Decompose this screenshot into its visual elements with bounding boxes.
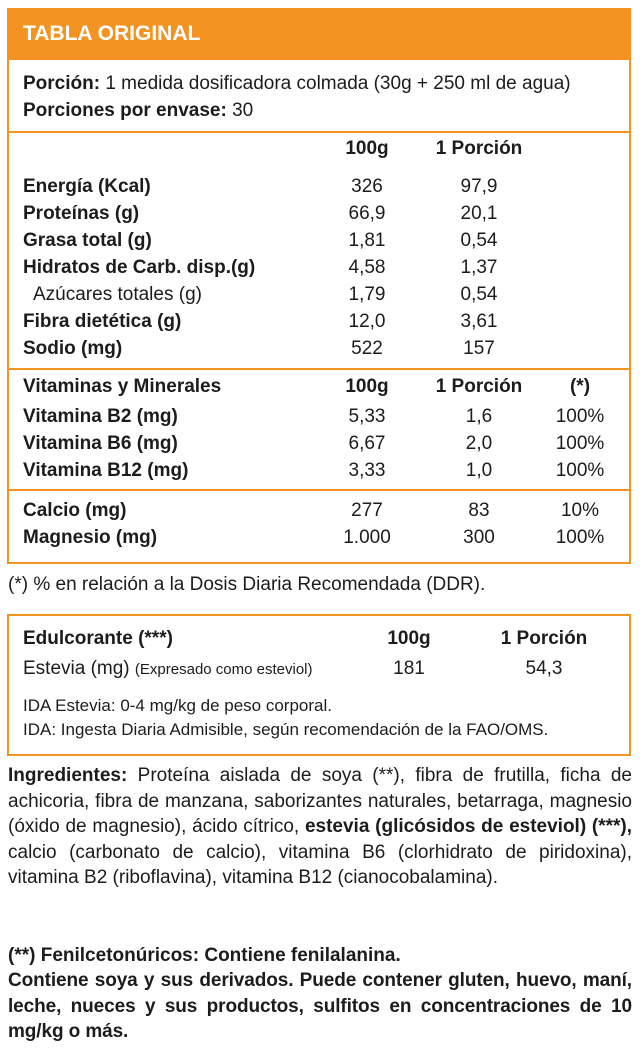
- sweetener-header: Edulcorante (***): [23, 628, 173, 649]
- nutrient-value-portion: 0,54: [460, 284, 498, 305]
- column-header-100g: 100g: [345, 376, 389, 397]
- ingredients-highlight: estevia (glicósidos de esteviol) (***),: [304, 816, 633, 837]
- vitamin-name: Vitamina B12 (mg): [23, 460, 189, 481]
- nutrient-name: Grasa total (g): [23, 230, 152, 251]
- table-title: TABLA ORIGINAL: [23, 22, 201, 45]
- divider: [9, 131, 629, 133]
- ingredients-label: Ingredientes:: [8, 765, 128, 786]
- sweetener-box: [7, 614, 631, 756]
- column-header-portion: 1 Porción: [435, 138, 523, 159]
- nutrient-value-100g: 4,58: [348, 257, 386, 278]
- table-header: [9, 10, 629, 60]
- mineral-name: Magnesio (mg): [23, 527, 158, 548]
- servings-value: 30: [226, 100, 254, 121]
- sweetener-row: [23, 658, 313, 680]
- nutrient-name: Azúcares totales (g): [33, 284, 202, 305]
- sweetener-name-note: (Expresado como esteviol): [134, 661, 313, 678]
- vitamin-value-100g: 5,33: [348, 406, 386, 427]
- ingredients-text: calcio (carbonato de calcio), vitamina B6 (clorhidrato de piridoxina), vitamina B2 (riboflavina), vitamina B12 (cianocobalamina).: [8, 841, 632, 888]
- servings-line: [23, 100, 253, 122]
- nutrient-value-portion: 20,1: [460, 203, 498, 224]
- sweetener-value-portion: 54,3: [525, 658, 563, 679]
- column-header-pct: (*): [569, 376, 591, 397]
- vitamin-value-pct: 100%: [555, 460, 605, 481]
- nutrient-value-100g: 1,79: [348, 284, 386, 305]
- portion-line: [23, 73, 571, 95]
- nutrient-name: Proteínas (g): [23, 203, 140, 224]
- vitamin-value-pct: 100%: [555, 433, 605, 454]
- mineral-value-pct: 10%: [560, 500, 600, 521]
- ida-definition: IDA: Ingesta Diaria Admisible, según recomendación de la FAO/OMS.: [23, 720, 549, 739]
- divider: [9, 368, 629, 370]
- nutrient-value-portion: 157: [463, 338, 495, 359]
- servings-label: Porciones por envase:: [23, 100, 227, 121]
- vitamin-name: Vitamina B6 (mg): [23, 433, 178, 454]
- nutrient-value-100g: 522: [351, 338, 383, 359]
- mineral-value-portion: 300: [463, 527, 495, 548]
- mineral-name: Calcio (mg): [23, 500, 127, 521]
- vitamin-value-portion: 1,6: [465, 406, 493, 427]
- sweetener-name: Estevia (mg): [23, 658, 130, 679]
- vitamin-value-100g: 6,67: [348, 433, 386, 454]
- ingredients-text: Proteína aislada de soya (**), fibra de frutilla, ficha de achicoria, fibra de manzana, saborizantes naturales, betarraga, magnesio (óxido de magnesio), ácido cítrico,: [8, 765, 632, 837]
- vitamin-name: Vitamina B2 (mg): [23, 406, 178, 427]
- nutrient-name: Energía (Kcal): [23, 176, 151, 197]
- vitamin-value-portion: 2,0: [465, 433, 493, 454]
- nutrient-name: Fibra dietética (g): [23, 311, 182, 332]
- vitamin-value-pct: 100%: [555, 406, 605, 427]
- mineral-value-portion: 83: [468, 500, 490, 521]
- sweetener-column-100g: 100g: [387, 628, 431, 649]
- vitamin-value-portion: 1,0: [465, 460, 493, 481]
- sweetener-value-100g: 181: [393, 658, 425, 679]
- phenylketonurics-warning: (**) Fenilcetonúricos: Contiene fenilalanina.: [8, 945, 401, 966]
- portion-value: 1 medida dosificadora colmada (30g + 250 ml de agua): [100, 73, 571, 94]
- vitamins-header: Vitaminas y Minerales: [23, 376, 222, 397]
- nutrient-value-100g: 326: [351, 176, 383, 197]
- column-header-portion: 1 Porción: [435, 376, 523, 397]
- portion-label: Porción:: [23, 73, 101, 94]
- nutrient-value-portion: 97,9: [460, 176, 498, 197]
- nutrient-value-100g: 12,0: [348, 311, 386, 332]
- nutrient-value-100g: 66,9: [348, 203, 386, 224]
- allergen-warning: Contiene soya y sus derivados. Puede contener gluten, huevo, maní, leche, nueces y sus productos, sulfitos en concentraciones de 10 mg/kg o más.: [8, 970, 632, 1042]
- mineral-value-pct: 100%: [555, 527, 605, 548]
- mineral-value-100g: 277: [351, 500, 383, 521]
- column-header-100g: 100g: [345, 138, 389, 159]
- nutrient-name: Sodio (mg): [23, 338, 123, 359]
- ddr-note: (*) % en relación a la Dosis Diaria Recomendada (DDR).: [8, 574, 486, 595]
- nutrient-name: Hidratos de Carb. disp.(g): [23, 257, 256, 278]
- nutrient-value-portion: 1,37: [460, 257, 498, 278]
- mineral-value-100g: 1.000: [343, 527, 391, 548]
- nutrient-value-portion: 3,61: [460, 311, 498, 332]
- ingredients-paragraph: [8, 763, 632, 891]
- ida-value: IDA Estevia: 0-4 mg/kg de peso corporal.: [23, 696, 332, 715]
- nutrition-table: [7, 8, 631, 564]
- sweetener-column-portion: 1 Porción: [500, 628, 588, 649]
- nutrient-value-portion: 0,54: [460, 230, 498, 251]
- divider: [9, 489, 629, 491]
- vitamin-value-100g: 3,33: [348, 460, 386, 481]
- nutrient-value-100g: 1,81: [348, 230, 386, 251]
